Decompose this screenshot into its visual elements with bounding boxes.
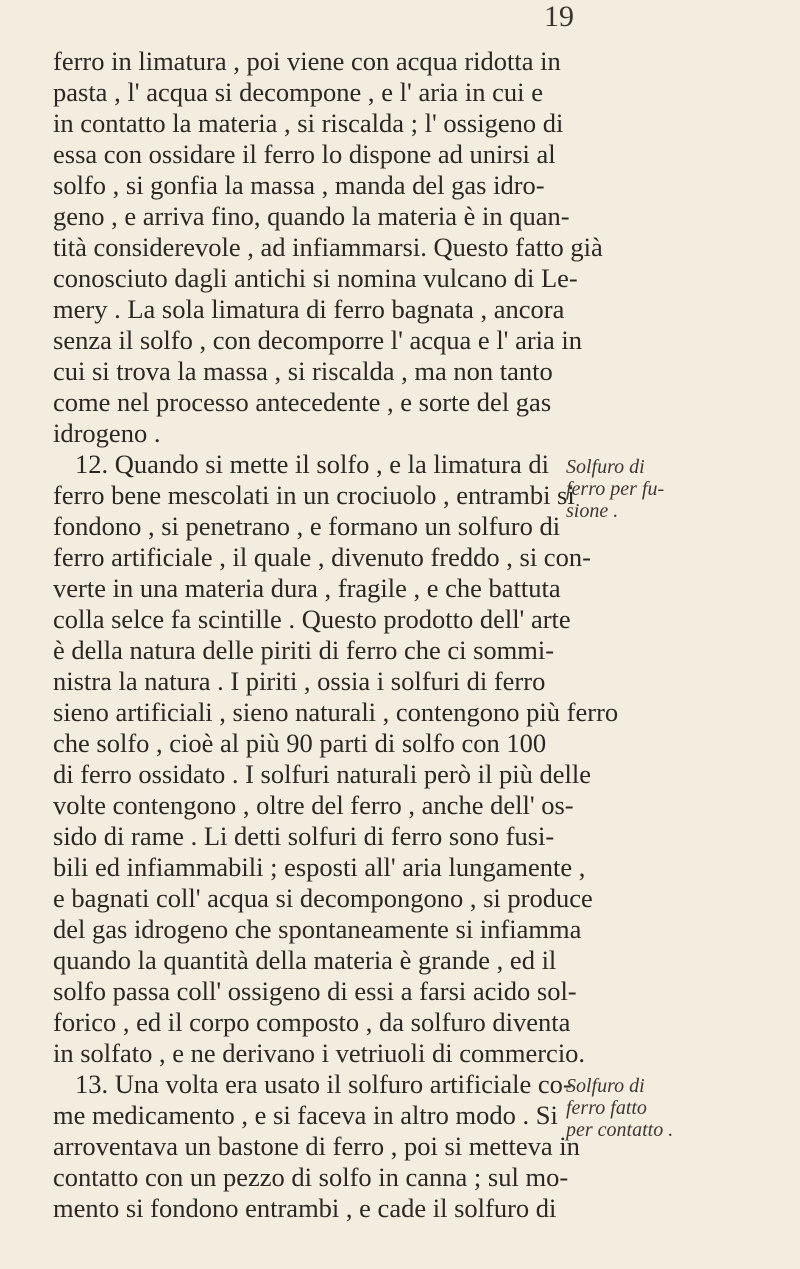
- text-line: verte in una materia dura , fragile , e che battuta: [53, 573, 561, 603]
- text-line: cui si trova la massa , si riscalda , ma non tanto: [53, 356, 553, 386]
- page-number: 19: [544, 0, 574, 33]
- text-line: sido di rame . Li detti solfuri di ferro sono fusi-: [53, 821, 555, 851]
- text-line: del gas idrogeno che spontaneamente si infiamma: [53, 914, 582, 944]
- margin-note-line: ferro fatto: [566, 1097, 647, 1119]
- text-line: solfo passa coll' ossigeno di essi a farsi acido sol-: [53, 976, 577, 1006]
- margin-note-line: Solfuro di: [566, 456, 645, 478]
- text-line: mery . La sola limatura di ferro bagnata , ancora: [53, 294, 565, 324]
- margin-note-line: ferro per fu-: [566, 478, 665, 500]
- margin-note-line: sione .: [566, 500, 619, 522]
- text-line: in contatto la materia , si riscalda ; l' ossigeno di: [53, 108, 564, 138]
- text-line: quando la quantità della materia è grande , ed il: [53, 945, 557, 975]
- text-line: fondono , si penetrano , e formano un solfuro di: [53, 511, 561, 541]
- text-line: colla selce fa scintille . Questo prodotto dell' arte: [53, 604, 571, 634]
- text-line: contatto con un pezzo di solfo in canna ; sul mo-: [53, 1162, 569, 1192]
- text-line: sieno artificiali , sieno naturali , contengono più ferro: [53, 697, 619, 727]
- margin-note: [566, 456, 776, 522]
- text-line: bili ed infiammabili ; esposti all' aria lungamente ,: [53, 852, 586, 882]
- margin-note-line: per contatto .: [566, 1119, 674, 1141]
- margin-note: [566, 1075, 776, 1141]
- text-line: senza il solfo , con decomporre l' acqua e l' aria in: [53, 325, 583, 355]
- text-line: e bagnati coll' acqua si decompongono , si produce: [53, 883, 593, 913]
- text-line: che solfo , cioè al più 90 parti di solfo con 100: [53, 728, 547, 758]
- text-line: 13. Una volta era usato il solfuro artificiale co-: [75, 1069, 572, 1099]
- text-line: ferro in limatura , poi viene con acqua ridotta in: [53, 46, 561, 76]
- text-line: arroventava un bastone di ferro , poi si metteva in: [53, 1131, 580, 1161]
- text-line: ferro bene mescolati in un crociuolo , entrambi si: [53, 480, 575, 510]
- text-line: forico , ed il corpo composto , da solfuro diventa: [53, 1007, 571, 1037]
- text-line: geno , e arriva fino, quando la materia è in quan-: [53, 201, 570, 231]
- text-line: ferro artificiale , il quale , divenuto freddo , si con-: [53, 542, 591, 572]
- text-line: conosciuto dagli antichi si nomina vulcano di Le-: [53, 263, 578, 293]
- text-line: me medicamento , e si faceva in altro modo . Si: [53, 1100, 558, 1130]
- text-line: mento si fondono entrambi , e cade il solfuro di: [53, 1193, 557, 1223]
- text-line: solfo , si gonfia la massa , manda del gas idro-: [53, 170, 545, 200]
- text-line: nistra la natura . I piriti , ossia i solfuri di ferro: [53, 666, 546, 696]
- text-line: 12. Quando si mette il solfo , e la limatura di: [75, 449, 549, 479]
- text-line: idrogeno .: [53, 418, 161, 448]
- text-line: di ferro ossidato . I solfuri naturali però il più delle: [53, 759, 591, 789]
- text-line: come nel processo antecedente , e sorte del gas: [53, 387, 552, 417]
- text-line: pasta , l' acqua si decompone , e l' aria in cui e: [53, 77, 543, 107]
- text-line: in solfato , e ne derivano i vetriuoli di commercio.: [53, 1038, 586, 1068]
- text-line: è della natura delle piriti di ferro che ci sommi-: [53, 635, 555, 665]
- margin-note-line: Solfuro di: [566, 1075, 645, 1097]
- text-line: tità considerevole , ad infiammarsi. Questo fatto già: [53, 232, 603, 262]
- text-line: volte contengono , oltre del ferro , anche dell' os-: [53, 790, 574, 820]
- text-line: essa con ossidare il ferro lo dispone ad unirsi al: [53, 139, 556, 169]
